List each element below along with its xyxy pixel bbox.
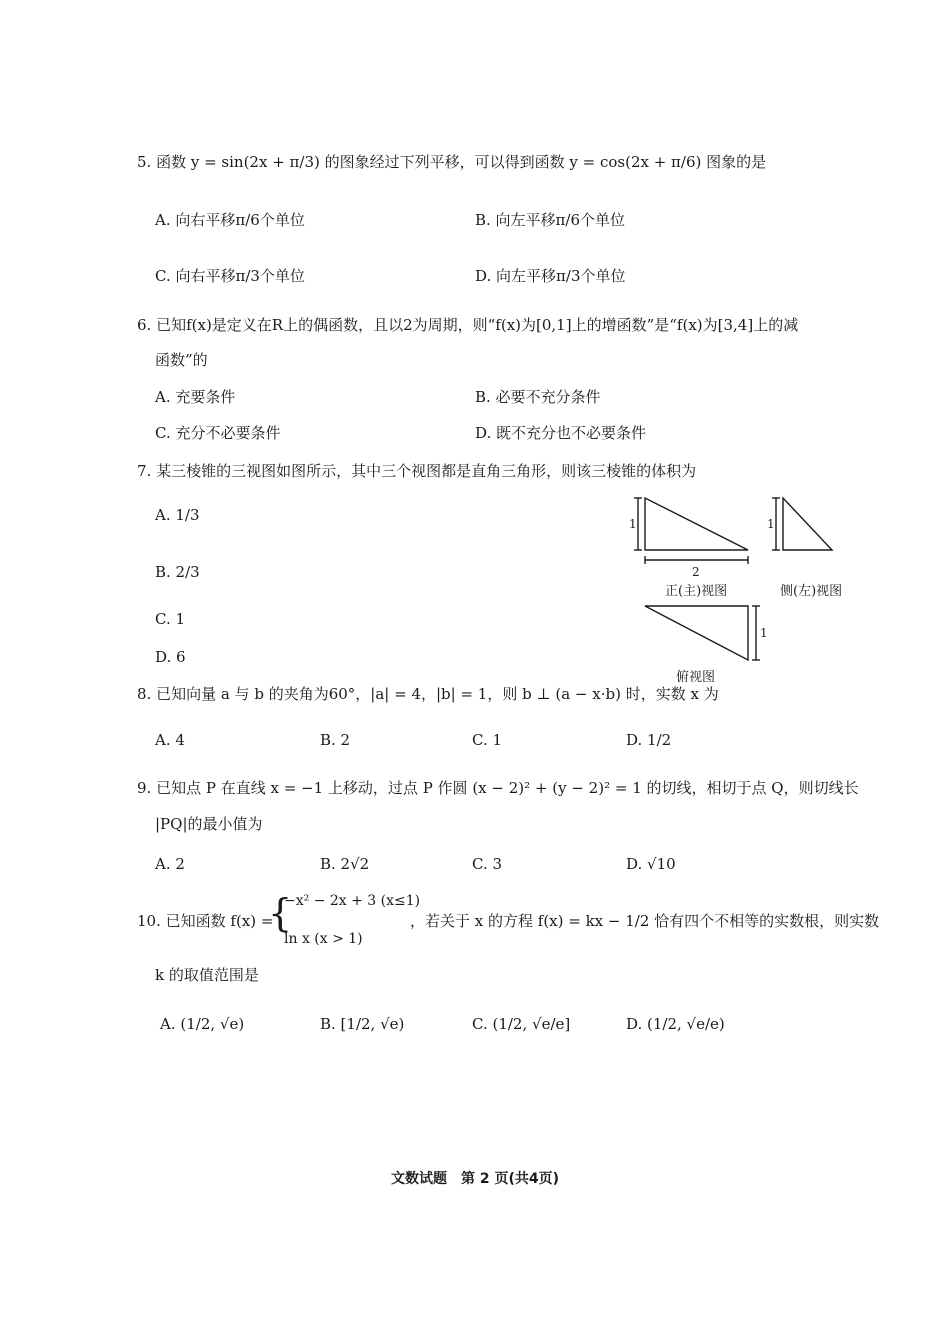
q7-option-b: B. 2/3 (155, 563, 200, 581)
q10-option-b: B. [1/2, √e) (320, 1015, 405, 1033)
q10-option-d: D. (1/2, √e/e) (626, 1015, 725, 1033)
q7-option-a: A. 1/3 (155, 506, 200, 524)
question-10-stem-prefix: 10. 已知函数 f(x) = (137, 912, 274, 930)
q7-option-c: C. 1 (155, 610, 186, 628)
q6-option-b: B. 必要不充分条件 (475, 388, 601, 406)
q8-option-a: A. 4 (155, 731, 185, 749)
q6-option-c: C. 充分不必要条件 (155, 424, 281, 442)
front-view-caption: 正(主)视图 (665, 584, 728, 599)
q5-option-c: C. 向右平移π/3个单位 (155, 267, 305, 285)
front-height-label: 1 (629, 517, 637, 531)
top-view-triangle (645, 606, 760, 660)
q8-option-d: D. 1/2 (626, 731, 672, 749)
question-5-stem: 5. 函数 y = sin(2x + π/3) 的图象经过下列平移，可以得到函数 y = cos(2x + π/6) 图象的是 (137, 153, 767, 171)
question-9-stem-cont: |PQ|的最小值为 (155, 815, 263, 833)
question-10-stem-cont: k 的取值范围是 (155, 966, 259, 984)
question-6-stem: 6. 已知f(x)是定义在R上的偶函数，且以2为周期，则“f(x)为[0,1]上的增函数”是“f(x)为[3,4]上的减 (137, 316, 799, 334)
q9-option-d: D. √10 (626, 855, 676, 873)
top-height-label: 1 (760, 626, 768, 640)
q6-option-d: D. 既不充分也不必要条件 (475, 424, 647, 442)
question-10-stem-suffix: ，若关于 x 的方程 f(x) = kx − 1/2 恰有四个不相等的实数根，则实数 (410, 912, 880, 930)
piecewise-case-2: ln x (x > 1) (284, 931, 363, 947)
q5-option-a: A. 向右平移π/6个单位 (155, 211, 305, 229)
q7-option-d: D. 6 (155, 648, 186, 666)
q10-option-a: A. (1/2, √e) (160, 1015, 245, 1033)
top-view-caption: 俯视图 (676, 670, 716, 685)
question-7-stem: 7. 某三棱锥的三视图如图所示，其中三个视图都是直角三角形，则该三棱锥的体积为 (137, 462, 697, 480)
front-view-triangle (634, 498, 748, 564)
question-8-stem: 8. 已知向量 a 与 b 的夹角为60°，|a| = 4，|b| = 1，则 b ⊥ (a − x·b) 时，实数 x 为 (137, 685, 719, 703)
side-view-caption: 侧(左)视图 (780, 584, 843, 599)
q9-option-a: A. 2 (155, 855, 185, 873)
question-6-stem-cont: 函数”的 (155, 351, 208, 369)
q8-option-b: B. 2 (320, 731, 351, 749)
q5-option-d: D. 向左平移π/3个单位 (475, 267, 626, 285)
side-height-label: 1 (767, 517, 775, 531)
question-9-stem: 9. 已知点 P 在直线 x = −1 上移动，过点 P 作圆 (x − 2)² + (y − 2)² = 1 的切线，相切于点 Q，则切线长 (137, 779, 859, 797)
q10-option-c: C. (1/2, √e/e] (472, 1015, 571, 1033)
q5-option-b: B. 向左平移π/6个单位 (475, 211, 626, 229)
side-view-triangle (772, 498, 832, 550)
q9-option-b: B. 2√2 (320, 855, 370, 873)
q8-option-c: C. 1 (472, 731, 503, 749)
q6-option-a: A. 充要条件 (155, 388, 236, 406)
piecewise-brace: { (268, 891, 293, 935)
page-footer: 文数试题 第 2 页(共4页) (390, 1171, 560, 1187)
piecewise-case-1: −x² − 2x + 3 (x≤1) (284, 893, 421, 909)
front-width-label: 2 (692, 565, 700, 579)
q9-option-c: C. 3 (472, 855, 503, 873)
